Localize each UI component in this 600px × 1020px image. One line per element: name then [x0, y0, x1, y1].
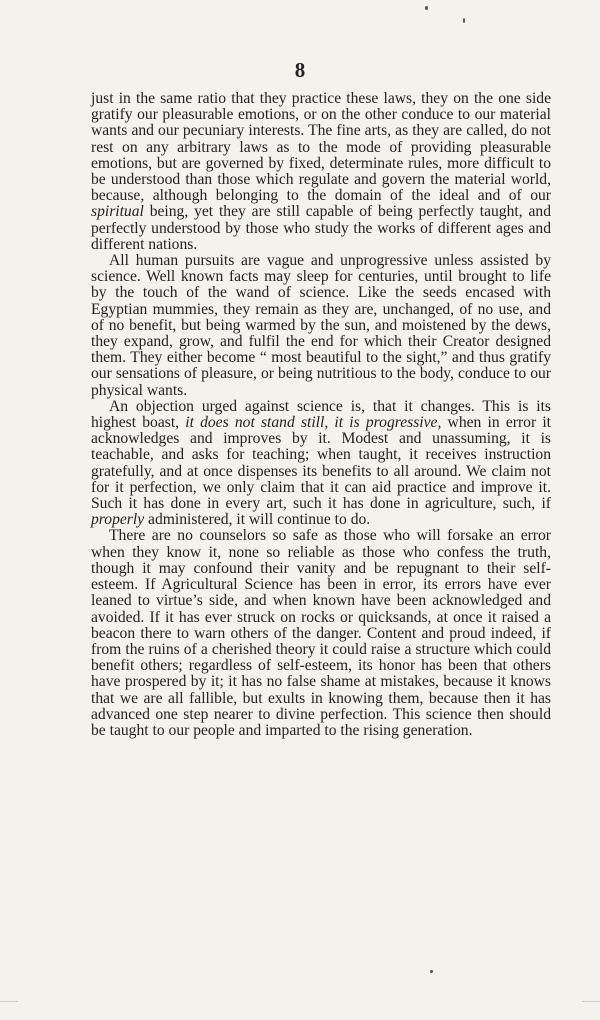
scan-speck	[430, 970, 433, 973]
italic-text: properly	[91, 511, 145, 529]
paragraph	[91, 399, 551, 529]
italic-text: it does not stand still, it is progressive,	[185, 414, 442, 432]
text-run: administered, it will continue to do.	[144, 511, 371, 529]
scan-speck	[425, 6, 428, 10]
text-run: An objection urged against science is, that it changes. This is its highest boast,	[91, 397, 551, 432]
text-run: being, yet they are still capable of being perfectly taught, and perfectly understood by those who study the works of different ages and different nations.	[91, 203, 551, 253]
text-run: when in error it acknowledges and improves by it. Modest and unassuming, it is teachable, and asks for teaching; when taught, it receives instruction gratefully, and at once dispenses its benefits to all around. We claim not for it perfection, we only claim that it can aid practice and improve it. Such it has done in every art, such it has done in agriculture, such, if	[91, 414, 551, 513]
scan-edge-mark	[0, 1001, 18, 1002]
scan-edge-mark	[582, 1001, 600, 1002]
body-text	[91, 91, 551, 739]
italic-text: spiritual	[91, 203, 144, 221]
page-number: 8	[294, 58, 306, 82]
paragraph	[91, 528, 551, 739]
paragraph	[91, 91, 551, 253]
text-run: There are no counselors so safe as those who will forsake an error when they know it, none so reliable as those who confess the truth, though it may confound their vanity and be repugnant to their self-esteem. If Agricultural Science has been in error, its errors have ever leaned to virtue’s side, and when known have been acknowledged and avoided. If it has ever struck on rocks or quicksands, at once it raised a beacon there to warn others of the danger. Content and proud indeed, if from the ruins of a cherished theory it could raise a structure which could benefit others; regardless of self-esteem, its honor has been that others have prospered by it; it has no false shame at mistakes, because it knows that we are all fallible, but exults in knowing them, because then it has advanced one step nearer to divine perfection. This science then should be taught to our people and imparted to the rising generation.	[91, 527, 551, 739]
text-run: just in the same ratio that they practice these laws, they on the one side gratify our pleasurable emotions, or on the other conduce to our material wants and our pecuniary interests. The fine arts, as they are called, do not rest on any arbitrary laws as to the mode of providing pleasurable emotions, but are governed by fixed, determinate rules, more difficult to be understood than those which regulate and govern the material world, because, although belonging to the domain of the ideal and of our	[91, 90, 551, 205]
scan-speck	[463, 18, 465, 23]
paragraph	[91, 253, 551, 399]
text-run: All human pursuits are vague and unprogressive unless assisted by science. Well known facts may sleep for centuries, until brought to life by the touch of the wand of science. Like the seeds encased with Egyptian mummies, they remain as they are, unchanged, of no use, and of no benefit, but being warmed by the sun, and moistened by the dews, they expand, grow, and fulfil the end for which their Creator designed them. They either become “ most beautiful to the sight,” and thus gratify our sensations of pleasure, or being nutritious to the body, conduce to our physical wants.	[91, 252, 551, 399]
